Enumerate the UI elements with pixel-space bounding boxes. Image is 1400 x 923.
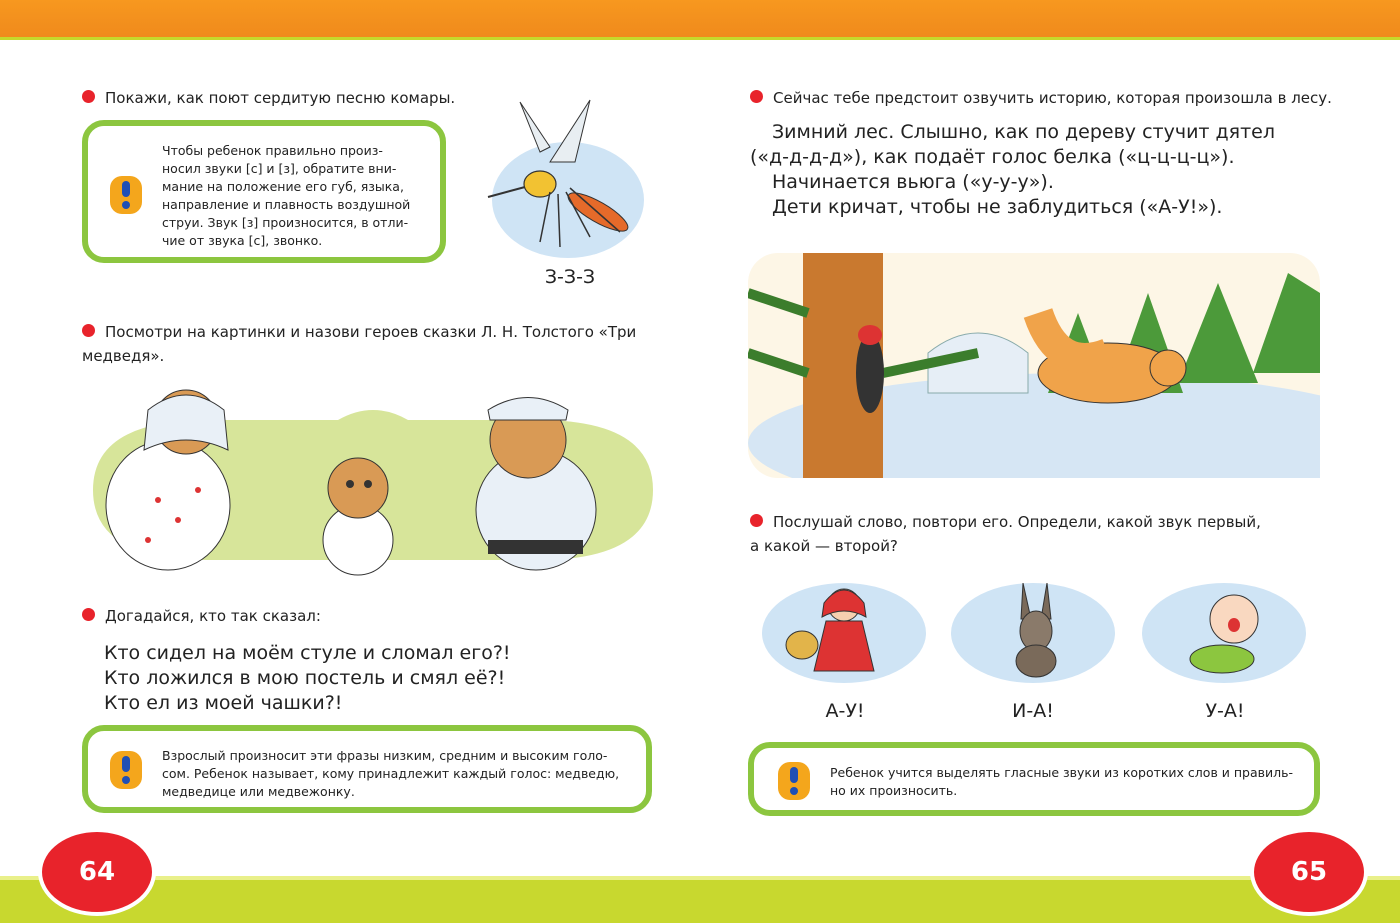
task-vowels-line1: Послушай слово, повтори его. Определи, какой звук первый,	[773, 513, 1261, 531]
story-line: Начинается вьюга («у-у-у»).	[772, 171, 1054, 193]
page-number-right: 65	[1250, 828, 1368, 916]
mosquito-illustration	[480, 92, 650, 262]
task-guess	[82, 604, 321, 628]
task-guess-text: Догадайся, кто так сказал:	[105, 607, 321, 625]
note-sounds-text	[162, 142, 442, 250]
note-line: направление и плавность воздушной	[162, 197, 411, 212]
task-three-bears-line1: Посмотри на картинки и назови героев сказки Л. Н. Толстого «Три	[105, 323, 637, 341]
word-u-a: У-А!	[1205, 700, 1245, 722]
bullet-dot	[750, 90, 763, 103]
task-vowels	[750, 510, 1310, 558]
girl-picture	[762, 583, 926, 683]
note-box-sounds	[82, 120, 446, 263]
donkey-picture	[951, 583, 1115, 683]
exclamation-icon	[778, 762, 810, 800]
note-vowels-text	[830, 764, 1310, 800]
task-forest-story-text: Сейчас тебе предстоит озвучить историю, которая произошла в лесу.	[773, 89, 1332, 107]
story-line: («д-д-д-д»), как подаёт голос белка («ц-ц-ц-ц»).	[750, 146, 1235, 168]
note-line: носил звуки [с] и [з], обратите вни-	[162, 161, 397, 176]
task-three-bears	[82, 320, 642, 368]
quote-line: Кто сидел на моём стуле и сломал его?!	[104, 642, 511, 664]
winter-forest-illustration	[748, 253, 1320, 478]
note-box-voices	[82, 725, 652, 813]
task-mosquito-text: Покажи, как поют сердитую песню комары.	[105, 89, 456, 107]
note-line: мание на положение его губ, языка,	[162, 179, 404, 194]
donkey-icon	[951, 583, 1115, 683]
word-a-u: А-У!	[825, 700, 865, 722]
note-line: медведице или медвежонку.	[162, 784, 355, 799]
task-forest-story	[750, 86, 1332, 110]
baby-picture	[1142, 583, 1306, 683]
story-line: Дети кричат, чтобы не заблудиться («А-У!»).	[772, 196, 1223, 218]
mosquito-caption: З-З-З	[544, 266, 596, 288]
note-line: но их произносить.	[830, 783, 958, 798]
note-line: чие от звука [с], звонко.	[162, 233, 323, 248]
note-line: Ребенок учится выделять гласные звуки из коротких слов и правиль-	[830, 765, 1294, 780]
bottom-green-bar	[0, 880, 1400, 923]
bullet-dot	[82, 608, 95, 621]
note-line: струи. Звук [з] произносится, в отли-	[162, 215, 409, 230]
top-green-stripe	[0, 37, 1400, 40]
baby-icon	[1142, 583, 1306, 683]
task-mosquito	[82, 86, 455, 110]
note-box-vowels	[748, 742, 1320, 816]
bullet-dot	[82, 324, 95, 337]
top-orange-bar	[0, 0, 1400, 37]
quote-line: Кто ел из моей чашки?!	[104, 692, 343, 714]
page-number-left: 64	[38, 828, 156, 916]
note-voices-text	[162, 747, 642, 801]
bullet-dot	[82, 90, 95, 103]
quote-line: Кто ложился в мою постель и смял её?!	[104, 667, 506, 689]
three-bears-illustration	[88, 380, 658, 580]
bear-baby	[323, 458, 393, 575]
note-line: Чтобы ребенок правильно произ-	[162, 143, 383, 158]
exclamation-icon	[110, 176, 142, 214]
girl-icon	[762, 583, 926, 683]
task-vowels-line2: а какой — второй?	[750, 537, 898, 555]
note-line: сом. Ребенок называет, кому принадлежит каждый голос: медведю,	[162, 766, 620, 781]
bullet-dot	[750, 514, 763, 527]
bear-mother	[106, 390, 230, 570]
forest-story	[750, 120, 1350, 220]
exclamation-icon	[110, 751, 142, 789]
note-line: Взрослый произносит эти фразы низким, средним и высоким голо-	[162, 748, 608, 763]
story-line: Зимний лес. Слышно, как по дереву стучит дятел	[772, 121, 1275, 143]
bear-quotes	[104, 641, 511, 716]
word-i-a: И-А!	[1012, 700, 1054, 722]
task-three-bears-line2: медведя».	[82, 347, 165, 365]
